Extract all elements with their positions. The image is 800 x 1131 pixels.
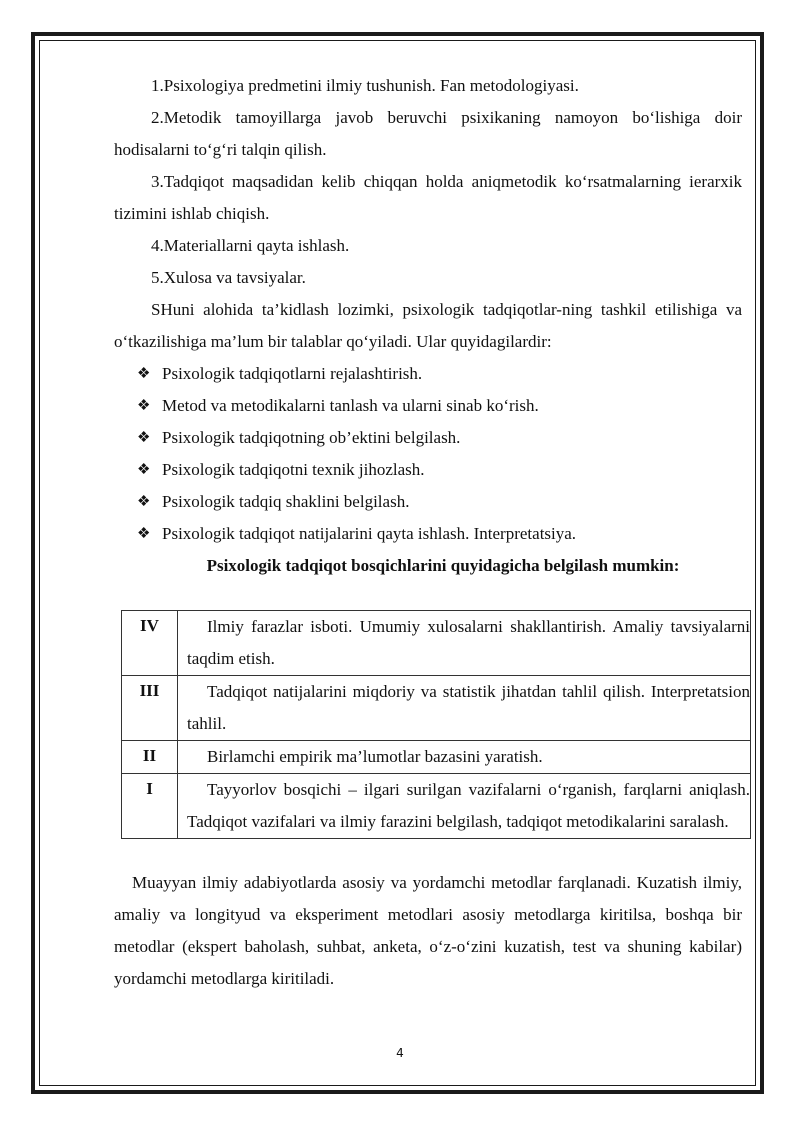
list-item: ❖ Psixologik tadqiqotni texnik jihozlash. <box>114 454 742 486</box>
list-item: ❖ Psixologik tadqiqotlarni rejalashtirish. <box>114 358 742 390</box>
table-row <box>122 676 751 741</box>
section-heading: Psixologik tadqiqot bosqichlarini quyidagicha belgilash mumkin: <box>206 556 680 575</box>
intro-paragraph: SHuni alohida ta’kidlash lozimki, psixologik tadqiqotlar-ning tashkil etilishiga va o‘tkazilishiga ma’lum bir talablar qo‘yiladi. Ular quyidagilardir: <box>114 300 742 351</box>
numbered-item-4: 4.Materiallarni qayta ishlash. <box>151 236 350 255</box>
closing-paragraph: Muayyan ilmiy adabiyotlarda asosiy va yordamchi metodlar farqlanadi. Kuzatish ilmiy, amaliy va longityud va eksperiment metodlari asosiy metodlarga kiritilsa, boshqa bir metodlar (ekspert baholash, suhbat, anketa, o‘z-o‘zini kuzatish, test va shuning kabilar) yordamchi metodlarga kiritiladi. <box>114 873 742 988</box>
diamond-star-bullet-icon: ❖ <box>137 526 151 542</box>
document-body <box>114 70 750 995</box>
numbered-item-2: 2.Metodik tamoyillarga javob beruvchi psixikaning namoyon bo‘lishiga doir hodisalarni to‘g‘ri talqin qilish. <box>114 108 742 159</box>
stage-number: II <box>122 741 178 774</box>
stage-description: Tadqiqot natijalarini miqdoriy va statistik jihatdan tahlil qilish. Interpretatsion tahlil. <box>178 676 751 741</box>
stage-description: Tayyorlov bosqichi – ilgari surilgan vazifalarni o‘rganish, farqlarni aniqlash. Tadqiqot vazifalari va ilmiy farazini belgilash, tadqiqot metodikalarini saralash. <box>178 774 751 839</box>
stage-number: IV <box>122 611 178 676</box>
table-row <box>122 741 751 774</box>
stage-number: I <box>122 774 178 839</box>
numbered-item-5: 5.Xulosa va tavsiyalar. <box>151 268 306 287</box>
diamond-star-bullet-icon: ❖ <box>137 366 151 382</box>
numbered-item-3: 3.Tadqiqot maqsadidan kelib chiqqan holda aniqmetodik ko‘rsatmalarning ierarxik tizimini ishlab chiqish. <box>114 172 742 223</box>
stage-description: Birlamchi empirik ma’lumotlar bazasini yaratish. <box>178 741 751 774</box>
list-item: ❖ Metod va metodikalarni tanlash va ularni sinab ko‘rish. <box>114 390 742 422</box>
stages-table <box>121 610 751 839</box>
list-item: ❖ Psixologik tadqiqotning ob’ektini belgilash. <box>114 422 742 454</box>
table-row <box>122 774 751 839</box>
table-row <box>122 611 751 676</box>
diamond-star-bullet-icon: ❖ <box>137 398 151 414</box>
diamond-star-bullet-icon: ❖ <box>137 494 151 510</box>
diamond-star-bullet-icon: ❖ <box>137 430 151 446</box>
stage-number: III <box>122 676 178 741</box>
requirements-list <box>114 358 742 550</box>
numbered-item-1: 1.Psixologiya predmetini ilmiy tushunish. Fan metodologiyasi. <box>151 76 579 95</box>
page-number: 4 <box>396 1046 404 1060</box>
list-item: ❖ Psixologik tadqiqot natijalarini qayta ishlash. Interpretatsiya. <box>114 518 742 550</box>
diamond-star-bullet-icon: ❖ <box>137 462 151 478</box>
list-item: ❖ Psixologik tadqiq shaklini belgilash. <box>114 486 742 518</box>
stage-description: Ilmiy farazlar isboti. Umumiy xulosalarni shakllantirish. Amaliy tavsiyalarni taqdim etish. <box>178 611 751 676</box>
